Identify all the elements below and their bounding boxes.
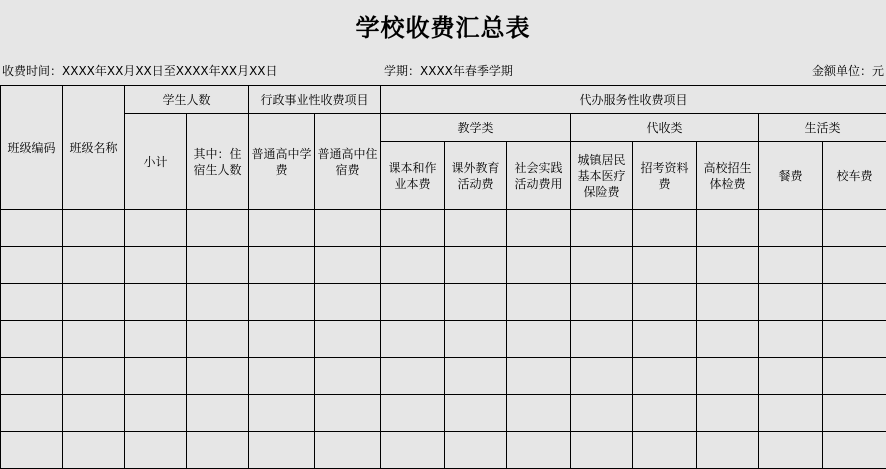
table-cell[interactable] [1,432,63,469]
table-cell[interactable] [381,247,445,284]
table-cell[interactable] [63,358,125,395]
table-cell[interactable] [1,210,63,247]
table-cell[interactable] [381,395,445,432]
table-cell[interactable] [187,358,249,395]
table-cell[interactable] [571,210,633,247]
table-cell[interactable] [633,432,697,469]
table-cell[interactable] [697,247,759,284]
table-cell[interactable] [315,395,381,432]
table-cell[interactable] [571,395,633,432]
table-cell[interactable] [1,321,63,358]
header-living: 生活类 [759,114,886,142]
summary-table [0,85,886,469]
table-cell[interactable] [823,210,886,247]
table-row [1,432,886,469]
table-cell[interactable] [187,321,249,358]
table-row [1,395,886,432]
table-cell[interactable] [187,432,249,469]
table-cell[interactable] [697,321,759,358]
table-cell[interactable] [315,284,381,321]
table-cell[interactable] [759,395,823,432]
header-bus: 校车费 [823,142,886,210]
table-cell[interactable] [249,284,315,321]
header-class-name: 班级名称 [63,86,125,210]
header-extracurricular: 课外教育活动费 [445,142,507,210]
table-cell[interactable] [445,432,507,469]
table-cell[interactable] [507,210,571,247]
table-cell[interactable] [125,284,187,321]
header-students: 学生人数 [125,86,249,114]
table-cell[interactable] [759,321,823,358]
table-cell[interactable] [249,395,315,432]
table-cell[interactable] [381,432,445,469]
table-cell[interactable] [507,395,571,432]
table-cell[interactable] [315,247,381,284]
table-cell[interactable] [63,432,125,469]
table-cell[interactable] [63,284,125,321]
semester-label: 学期：XXXX年春季学期 [384,62,513,79]
header-tuition: 普通高中学费 [249,114,315,210]
table-cell[interactable] [63,247,125,284]
table-cell[interactable] [571,247,633,284]
table-cell[interactable] [381,210,445,247]
table-cell[interactable] [249,321,315,358]
table-cell[interactable] [315,432,381,469]
table-cell[interactable] [633,395,697,432]
table-row [1,210,886,247]
table-cell[interactable] [507,432,571,469]
header-books: 课本和作业本费 [381,142,445,210]
header-physical-exam: 高校招生体检费 [697,142,759,210]
table-cell[interactable] [507,321,571,358]
header-exam-materials: 招考资料费 [633,142,697,210]
table-cell[interactable] [1,284,63,321]
table-cell[interactable] [125,210,187,247]
table-cell[interactable] [507,358,571,395]
table-cell[interactable] [633,247,697,284]
table-cell[interactable] [571,358,633,395]
table-cell[interactable] [823,432,886,469]
header-lodging: 普通高中住宿费 [315,114,381,210]
table-cell[interactable] [507,247,571,284]
table-cell[interactable] [445,210,507,247]
table-cell[interactable] [823,321,886,358]
table-cell[interactable] [187,395,249,432]
header-boarders: 其中：住宿生人数 [187,114,249,210]
table-cell[interactable] [759,284,823,321]
table-row [1,247,886,284]
table-cell[interactable] [571,432,633,469]
table-cell[interactable] [445,247,507,284]
amount-unit: 金额单位：元 [812,62,884,79]
header-collection: 代收类 [571,114,759,142]
table-cell[interactable] [759,247,823,284]
table-cell[interactable] [381,358,445,395]
table-cell[interactable] [445,358,507,395]
table-cell[interactable] [125,321,187,358]
table-row [1,284,886,321]
charge-period: 收费时间：XXXX年XX月XX日至XXXX年XX月XX日 [2,62,278,79]
table-cell[interactable] [759,358,823,395]
table-cell[interactable] [315,321,381,358]
table-cell[interactable] [823,284,886,321]
table-cell[interactable] [125,395,187,432]
table-cell[interactable] [633,284,697,321]
table-cell[interactable] [571,284,633,321]
table-cell[interactable] [633,358,697,395]
page-title: 学校收费汇总表 [0,8,886,43]
table-cell[interactable] [1,395,63,432]
table-cell[interactable] [315,210,381,247]
table-cell[interactable] [571,321,633,358]
table-cell[interactable] [125,432,187,469]
table-cell[interactable] [823,395,886,432]
header-agency-fee: 代办服务性收费项目 [381,86,886,114]
table-cell[interactable] [823,358,886,395]
table-cell[interactable] [1,358,63,395]
table-cell[interactable] [187,284,249,321]
table-cell[interactable] [63,321,125,358]
table-cell[interactable] [445,284,507,321]
table-cell[interactable] [63,210,125,247]
table-cell[interactable] [125,358,187,395]
table-cell[interactable] [697,395,759,432]
table-cell[interactable] [697,210,759,247]
table-cell[interactable] [697,358,759,395]
table-cell[interactable] [1,247,63,284]
table-cell[interactable] [697,284,759,321]
table-cell[interactable] [315,358,381,395]
table-cell[interactable] [697,432,759,469]
header-social-practice: 社会实践活动费用 [507,142,571,210]
table-cell[interactable] [187,247,249,284]
table-cell[interactable] [759,210,823,247]
table-cell[interactable] [249,210,315,247]
header-meal: 餐费 [759,142,823,210]
table-cell[interactable] [249,358,315,395]
table-row [1,358,886,395]
table-cell[interactable] [381,321,445,358]
header-teaching: 教学类 [381,114,571,142]
header-admin-fee: 行政事业性收费项目 [249,86,381,114]
table-row [1,321,886,358]
table-cell[interactable] [759,432,823,469]
header-class-code: 班级编码 [1,86,63,210]
table-cell[interactable] [381,284,445,321]
table-cell[interactable] [63,395,125,432]
table-cell[interactable] [249,247,315,284]
table-cell[interactable] [633,210,697,247]
table-cell[interactable] [125,247,187,284]
table-cell[interactable] [507,284,571,321]
table-cell[interactable] [249,432,315,469]
header-medical-insurance: 城镇居民基本医疗保险费 [571,142,633,210]
header-subtotal: 小计 [125,114,187,210]
table-cell[interactable] [187,210,249,247]
table-cell[interactable] [445,321,507,358]
table-cell[interactable] [633,321,697,358]
table-cell[interactable] [445,395,507,432]
table-cell[interactable] [823,247,886,284]
